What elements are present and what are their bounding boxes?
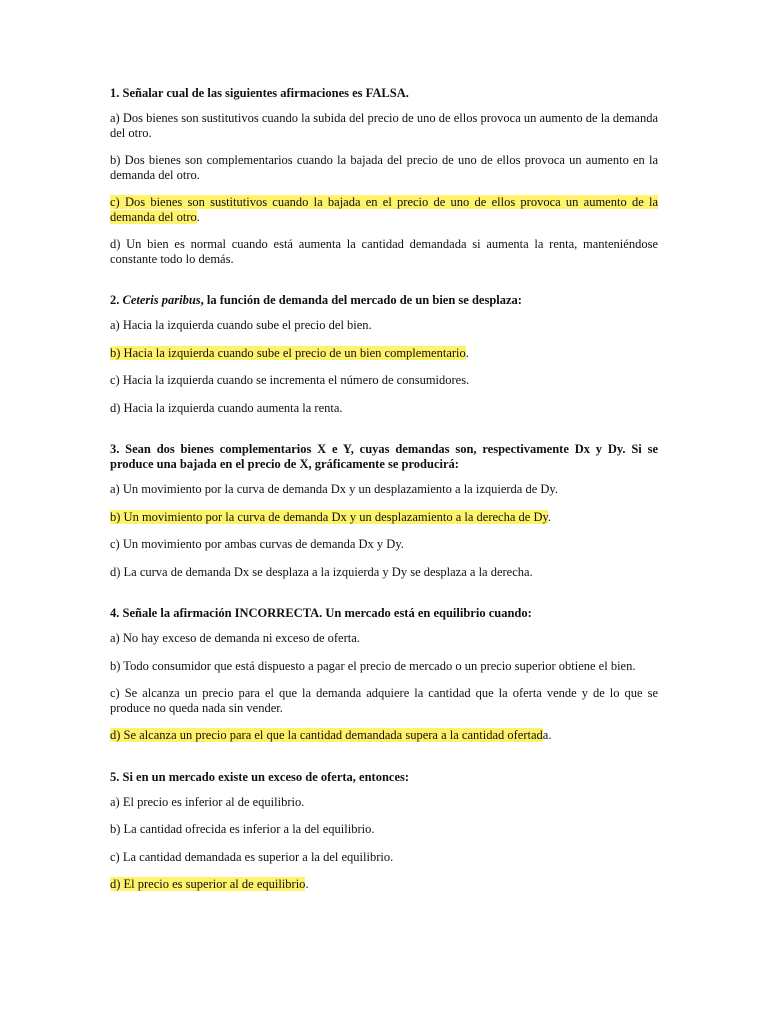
option-b-highlighted: [110, 510, 658, 525]
question-2: [110, 293, 658, 415]
option-text: a) Un movimiento por la curva de demanda Dx y un desplazamiento a la izquierda de Dy.: [110, 482, 558, 496]
option-c: [110, 373, 658, 388]
question-3: [110, 442, 658, 579]
option-c: [110, 537, 658, 552]
option-text: d) Hacia la izquierda cuando aumenta la renta.: [110, 400, 343, 415]
option-text: b) Dos bienes son complementarios cuando la bajada del precio de uno de ellos provoca un aumento en la demanda del otro.: [110, 153, 658, 182]
highlighted-answer: d) El precio es superior al de equilibrio: [110, 877, 306, 891]
question-title: 5. Si en un mercado existe un exceso de oferta, entonces:: [110, 769, 410, 784]
option-text: a) El precio es inferior al de equilibrio.: [110, 794, 305, 809]
question-1: [110, 86, 658, 266]
question-number: 2.: [110, 293, 123, 307]
option-text: a) No hay exceso de demanda ni exceso de oferta.: [110, 631, 360, 645]
option-text: c) La cantidad demandada es superior a la del equilibrio.: [110, 849, 394, 864]
highlighted-answer: d) Se alcanza un precio para el que la cantidad demandada supera a la cantidad ofertad: [110, 728, 543, 742]
option-tail: .: [196, 209, 200, 224]
question-title: 4. Señale la afirmación INCORRECTA. Un mercado está en equilibrio cuando:: [110, 606, 532, 620]
question-title-rest: , la función de demanda del mercado de un bien se desplaza:: [200, 293, 522, 307]
question-title: [110, 293, 658, 308]
option-a: [110, 631, 658, 646]
question-5: [110, 770, 658, 892]
option-b: [110, 659, 658, 674]
option-c: [110, 686, 658, 715]
option-text: c) Se alcanza un precio para el que la demanda adquiere la cantidad que la oferta vende y de lo que se produce no queda nada sin vender.: [110, 686, 658, 715]
option-tail: a.: [542, 728, 552, 742]
option-text: a) Dos bienes son sustitutivos cuando la subida del precio de uno de ellos provoca un aumento de la demanda del otro.: [110, 111, 658, 140]
option-tail: .: [547, 509, 552, 524]
option-tail: .: [465, 345, 469, 360]
question-title: 1. Señalar cual de las siguientes afirmaciones es FALSA.: [110, 86, 409, 100]
option-text: d) Un bien es normal cuando está aumenta la cantidad demandada si aumenta la renta, manteniéndose constante todo lo demás.: [110, 237, 658, 266]
option-c: [110, 850, 658, 865]
option-tail: .: [305, 877, 309, 891]
option-d-highlighted: [110, 877, 658, 892]
highlighted-answer: b) Hacia la izquierda cuando sube el precio de un bien complementario: [110, 345, 466, 360]
option-d: [110, 237, 658, 266]
question-title: 3. Sean dos bienes complementarios X e Y, cuyas demandas son, respectivamente Dx y Dy. Si se produce una bajada en el precio de X, gráficamente se producirá:: [110, 442, 658, 471]
option-b-highlighted: [110, 346, 658, 361]
option-c-highlighted: [110, 195, 658, 224]
option-a: [110, 111, 658, 140]
option-a: [110, 482, 658, 497]
option-b: [110, 153, 658, 182]
question-4: [110, 606, 658, 743]
option-text: c) Hacia la izquierda cuando se incrementa el número de consumidores.: [110, 373, 470, 387]
option-d: [110, 565, 658, 580]
option-text: c) Un movimiento por ambas curvas de demanda Dx y Dy.: [110, 537, 404, 551]
highlighted-answer: b) Un movimiento por la curva de demanda Dx y un desplazamiento a la derecha de Dy: [110, 509, 548, 524]
option-a: [110, 318, 658, 333]
highlighted-answer: c) Dos bienes son sustitutivos cuando la bajada en el precio de uno de ellos provoca un aumento de la demanda del otro: [110, 195, 658, 224]
option-d-highlighted: [110, 728, 658, 743]
option-text: a) Hacia la izquierda cuando sube el precio del bien.: [110, 318, 372, 332]
option-b: [110, 822, 658, 837]
option-text: b) Todo consumidor que está dispuesto a pagar el precio de mercado o un precio superior obtiene el bien.: [110, 658, 636, 673]
option-text: b) La cantidad ofrecida es inferior a la del equilibrio.: [110, 822, 375, 836]
option-a: [110, 795, 658, 810]
option-d: [110, 401, 658, 416]
option-text: d) La curva de demanda Dx se desplaza a la izquierda y Dy se desplaza a la derecha.: [110, 564, 533, 579]
question-title-italic: Ceteris paribus: [122, 293, 201, 307]
